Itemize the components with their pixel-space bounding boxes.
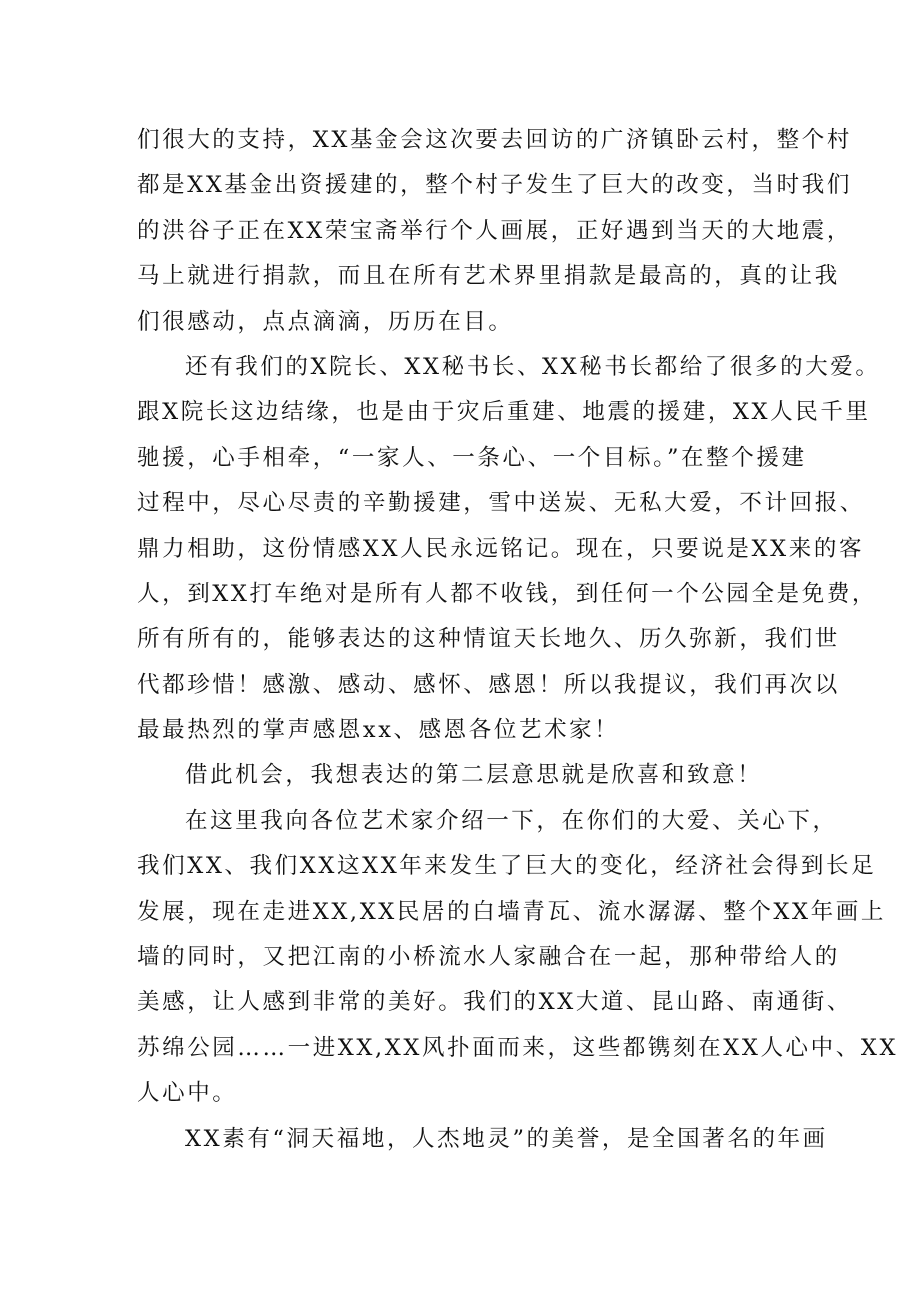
text-line: 人，到XX打车绝对是所有人都不收钱，到任何一个公园全是免费，	[137, 580, 878, 607]
text-line: 马上就进行捐款，而且在所有艺术界里捐款是最高的，真的让我	[137, 263, 840, 290]
text-line: 跟X院长这边结缘，也是由于灾后重建、地震的援建，XX人民千里	[137, 399, 871, 426]
text-line: 墙的同时，又把江南的小桥流水人家融合在一起，那种带给人的	[137, 944, 840, 971]
paragraph-first-line: 还有我们的X院长、XX秘书长、XX秘书长都给了很多的大爱。	[185, 353, 881, 380]
text-line: 所有所有的，能够表达的这种情谊天长地久、历久弥新，我们世	[137, 626, 840, 653]
text-line: 发展，现在走进XX,XX民居的白墙青瓦、流水潺潺、整个XX年画上	[137, 898, 886, 925]
text-line: 鼎力相助，这份情感XX人民永远铭记。现在，只要说是XX来的客	[137, 535, 865, 562]
text-line: 们很感动，点点滴滴，历历在目。	[137, 308, 514, 335]
text-line: 苏绵公园……一进XX,XX风扑面而来，这些都镌刻在XX人心中、XX	[137, 1034, 899, 1061]
paragraph-first-line: 借此机会，我想表达的第二层意思就是欣喜和致意！	[185, 762, 763, 789]
text-line: 人心中。	[137, 1080, 238, 1107]
text-line: 美感，让人感到非常的美好。我们的XX大道、昆山路、南通街、	[137, 989, 852, 1016]
text-line: 的洪谷子正在XX荣宝斋举行个人画展，正好遇到当天的大地震，	[137, 217, 852, 244]
text-line: 我们XX、我们XX这XX年来发生了巨大的变化，经济社会得到长足	[137, 853, 877, 880]
text-line: 最最热烈的掌声感恩xx、感恩各位艺术家！	[137, 717, 620, 744]
text-line: 过程中，尽心尽责的辛勤援建，雪中送炭、无私大爱，不计回报、	[137, 490, 865, 517]
paragraph-first-line: XX素有“洞天福地，人杰地灵”的美誉，是全国著名的年画	[185, 1125, 828, 1152]
text-line: 驰援，心手相牵，“一家人、一条心、一个目标。”在整个援建	[137, 444, 807, 471]
text-line: 代都珍惜！感激、感动、感怀、感恩！所以我提议，我们再次以	[137, 671, 840, 698]
text-line: 都是XX基金出资援建的，整个村子发生了巨大的改变，当时我们	[137, 172, 852, 199]
document-body-text	[137, 118, 899, 1162]
text-line: 们很大的支持，XX基金会这次要去回访的广济镇卧云村，整个村	[137, 127, 852, 153]
paragraph-first-line: 在这里我向各位艺术家介绍一下，在你们的大爱、关心下，	[185, 807, 838, 834]
